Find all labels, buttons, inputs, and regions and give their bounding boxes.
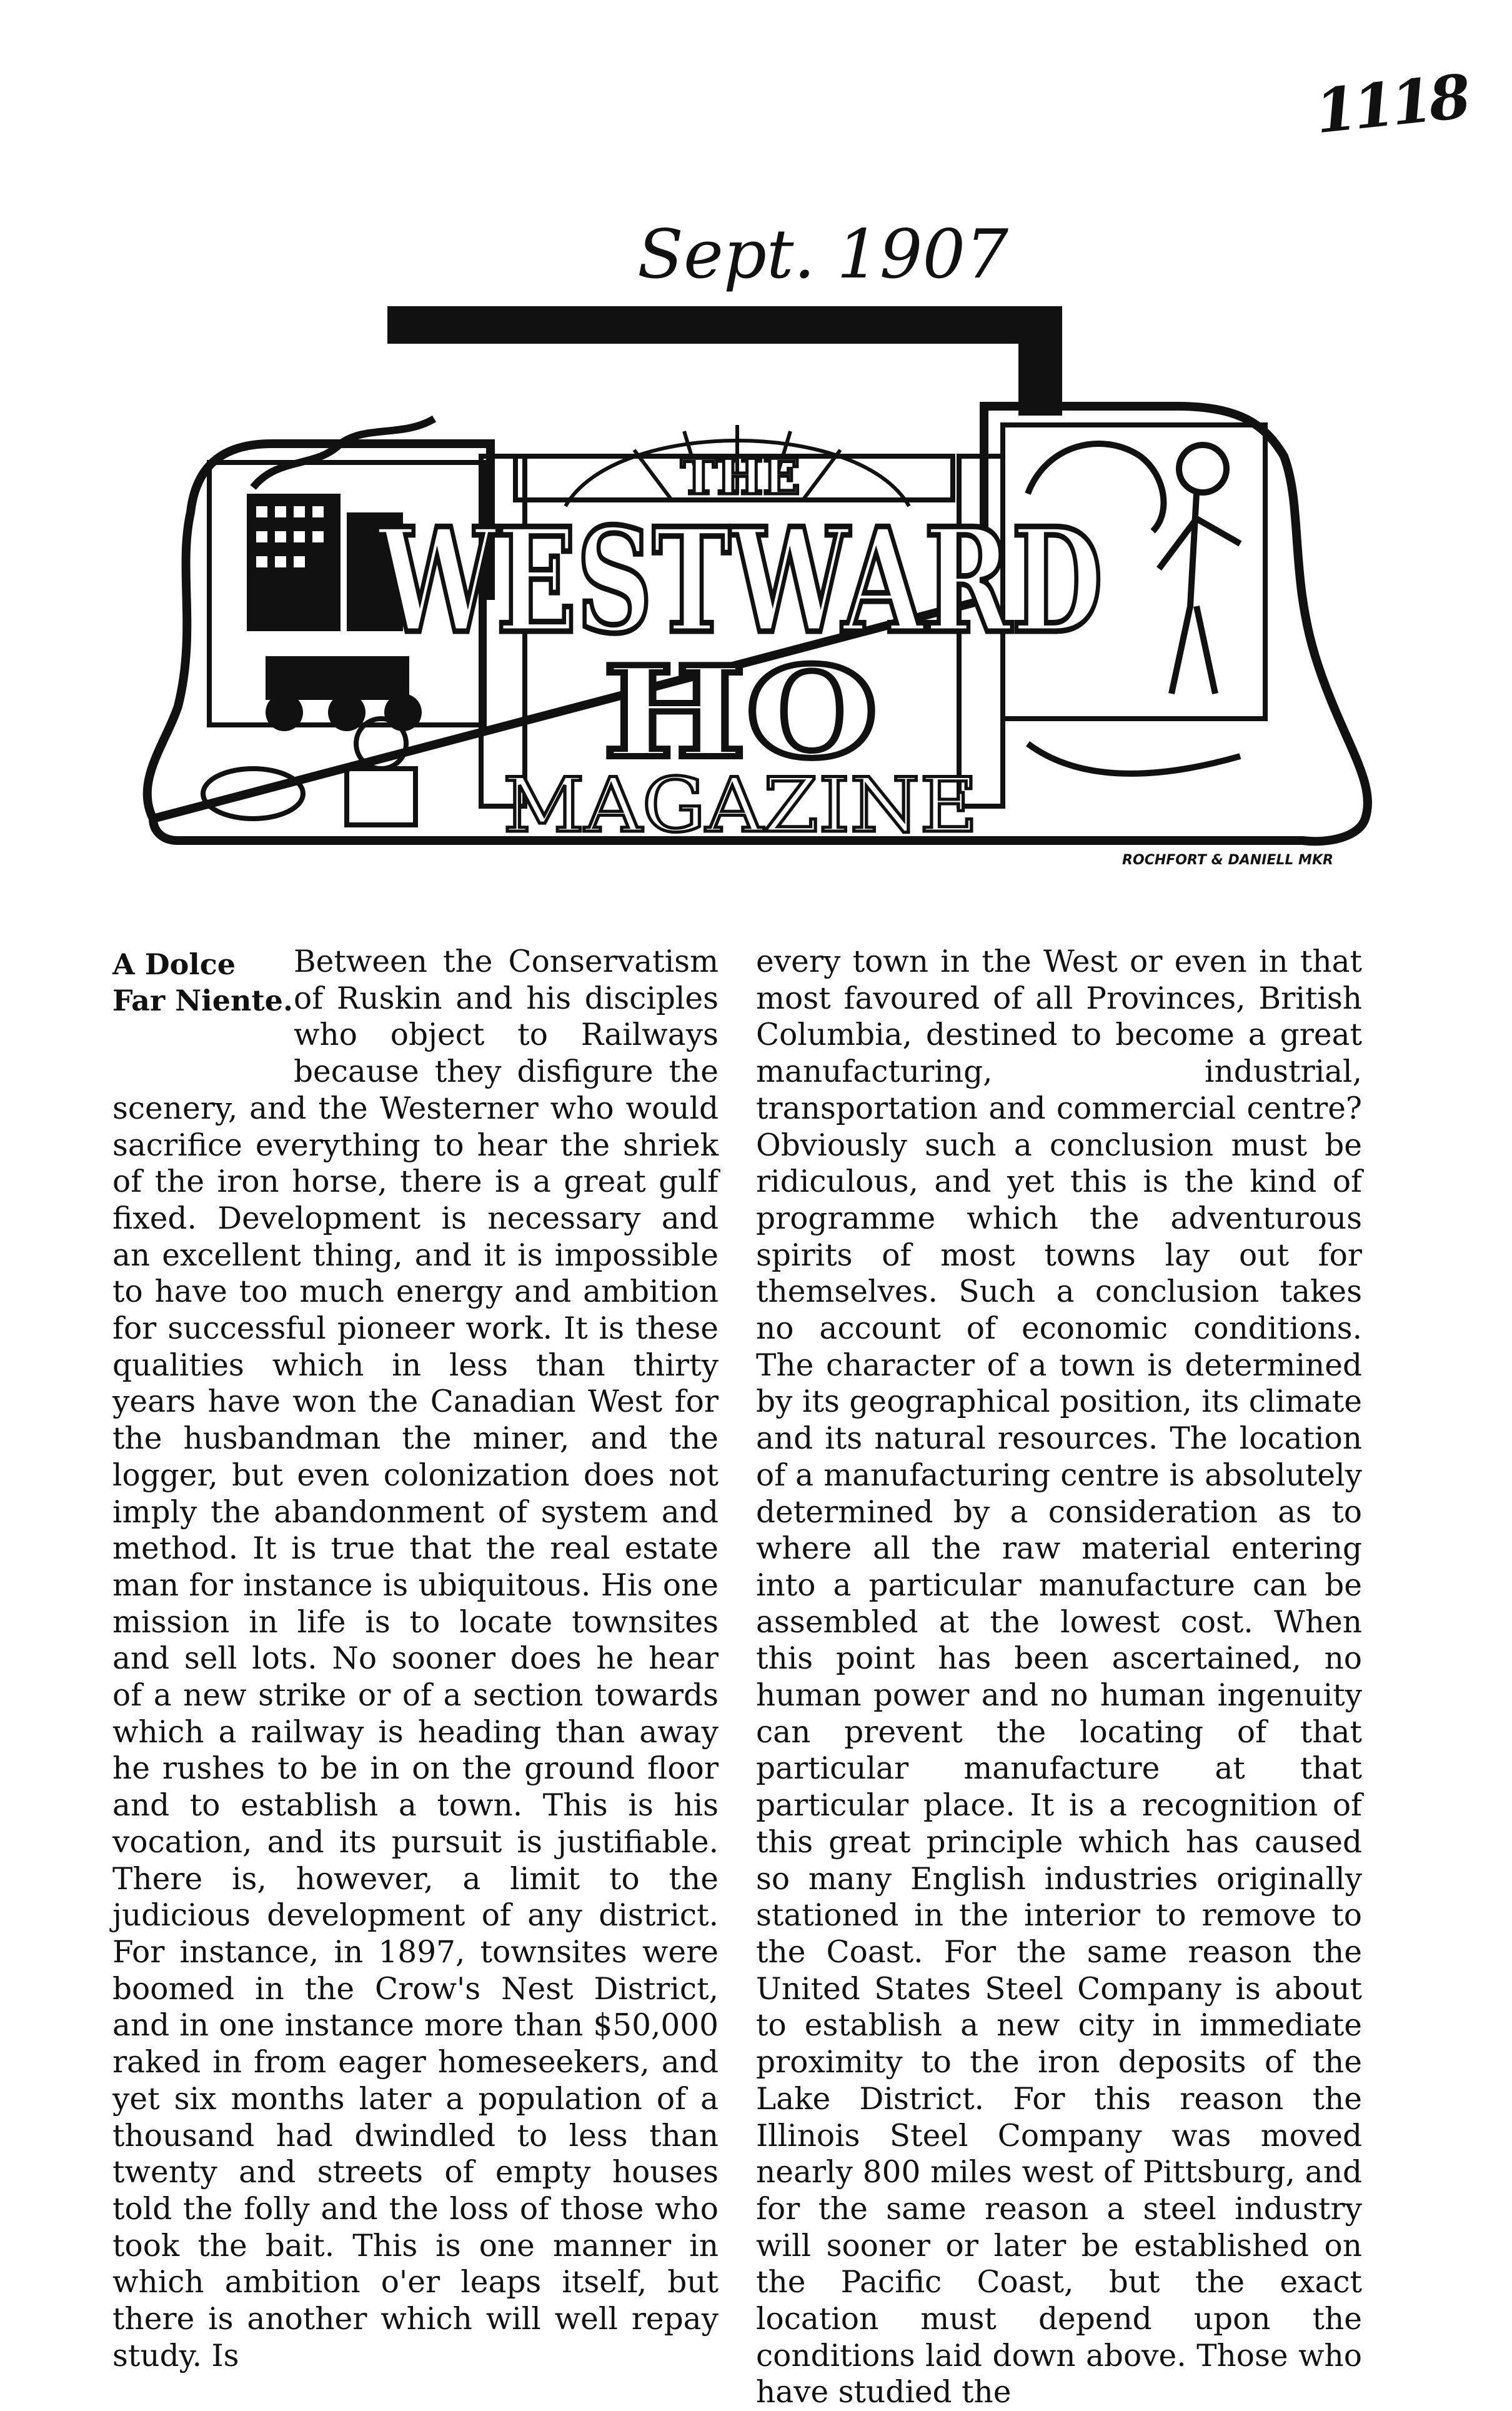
sidehead-line-1: A Dolce [112,947,236,981]
masthead-ho: HO [603,639,878,786]
page-number: 1118 [1311,61,1471,147]
right-column-text: every town in the West or even in that most favoured of all Provinces, British Columbia, destined to become a great manufacturing, industrial, transportation and commercial centre? Obviously such a conclusion must be ridiculous, and yet this is the kind of programme which the adventurous spirits of most towns lay out for themselves. Such a conclusion takes no account of economic conditions. The character of a town is determined by its geographical position, its climate and its natural resources. The location of a manufacturing centre is absolutely determined by a consideration as to where all the raw material entering into a particular manufacture can be assembled at the lowest cost. When this point has been ascertained, no human power and no human ingenuity can prevent the locating of that particular manufacture at that particular place. It is a recognition of this great principle which has caused so many English industries originally stationed in the interior to remove to the Coast. For the same reason the United States Steel Company is about to establish a new city in immediate proximity to the iron deposits of the Lake District. For this reason the Illinois Steel Company was moved nearly 800 miles west of Pittsburg, and for the same reason a steel industry will sooner or later be established on the Pacific Coast, but the exact location must depend upon the conditions laid down above. Those who have studied the [756,944,1362,2410]
left-column-text: Between the Conservatism of Ruskin and his disciples who object to Railways because they disfigure the scenery, and the Westerner who would sacrifice everything to hear the shriek of the iron horse, there is a great gulf fixed. Development is necessary and an excellent thing, and it is impossible to have too much energy and ambition for successful pioneer work. It is these qualities which in less than thirty years have won the Canadian West for the husbandman the miner, and the logger, but even colonization does not imply the abandonment of system and method. It is true that the real estate man for instance is ubiquitous. His one mission in life is to locate townsites and sell lots. No sooner does he hear of a new strike or of a section towards which a railway is heading than away he rushes to be in on the ground floor and to establish a town. This is his vocation, and its pursuit is justifiable. There is, however, a limit to the judicious development of any district. For instance, in 1897, townsites were boomed in the Crow's Nest District, and in one instance more than $50,000 raked in from eager homeseekers, and yet six months later a population of a thousand had dwindled to less than twenty and streets of empty houses told the folly and the loss of those who took the bait. This is one manner in which ambition o'er leaps itself, but there is another which will well repay study. Is [112,944,719,2374]
handwritten-date: Sept. 1907 [637,216,1008,294]
masthead-illustration [141,306,1384,881]
masthead-magazine: MAGAZINE [503,762,978,849]
artist-credit: ROCHFORT & DANIELL MKR [1122,852,1333,868]
article-right-column [756,944,1362,2411]
article-left-column [112,944,719,2374]
masthead-westward: WESTWARD [376,497,1103,666]
sidehead-line-2: Far Niente. [112,984,293,1017]
article-sidehead [112,944,294,1059]
masthead-the: THE [680,449,800,506]
